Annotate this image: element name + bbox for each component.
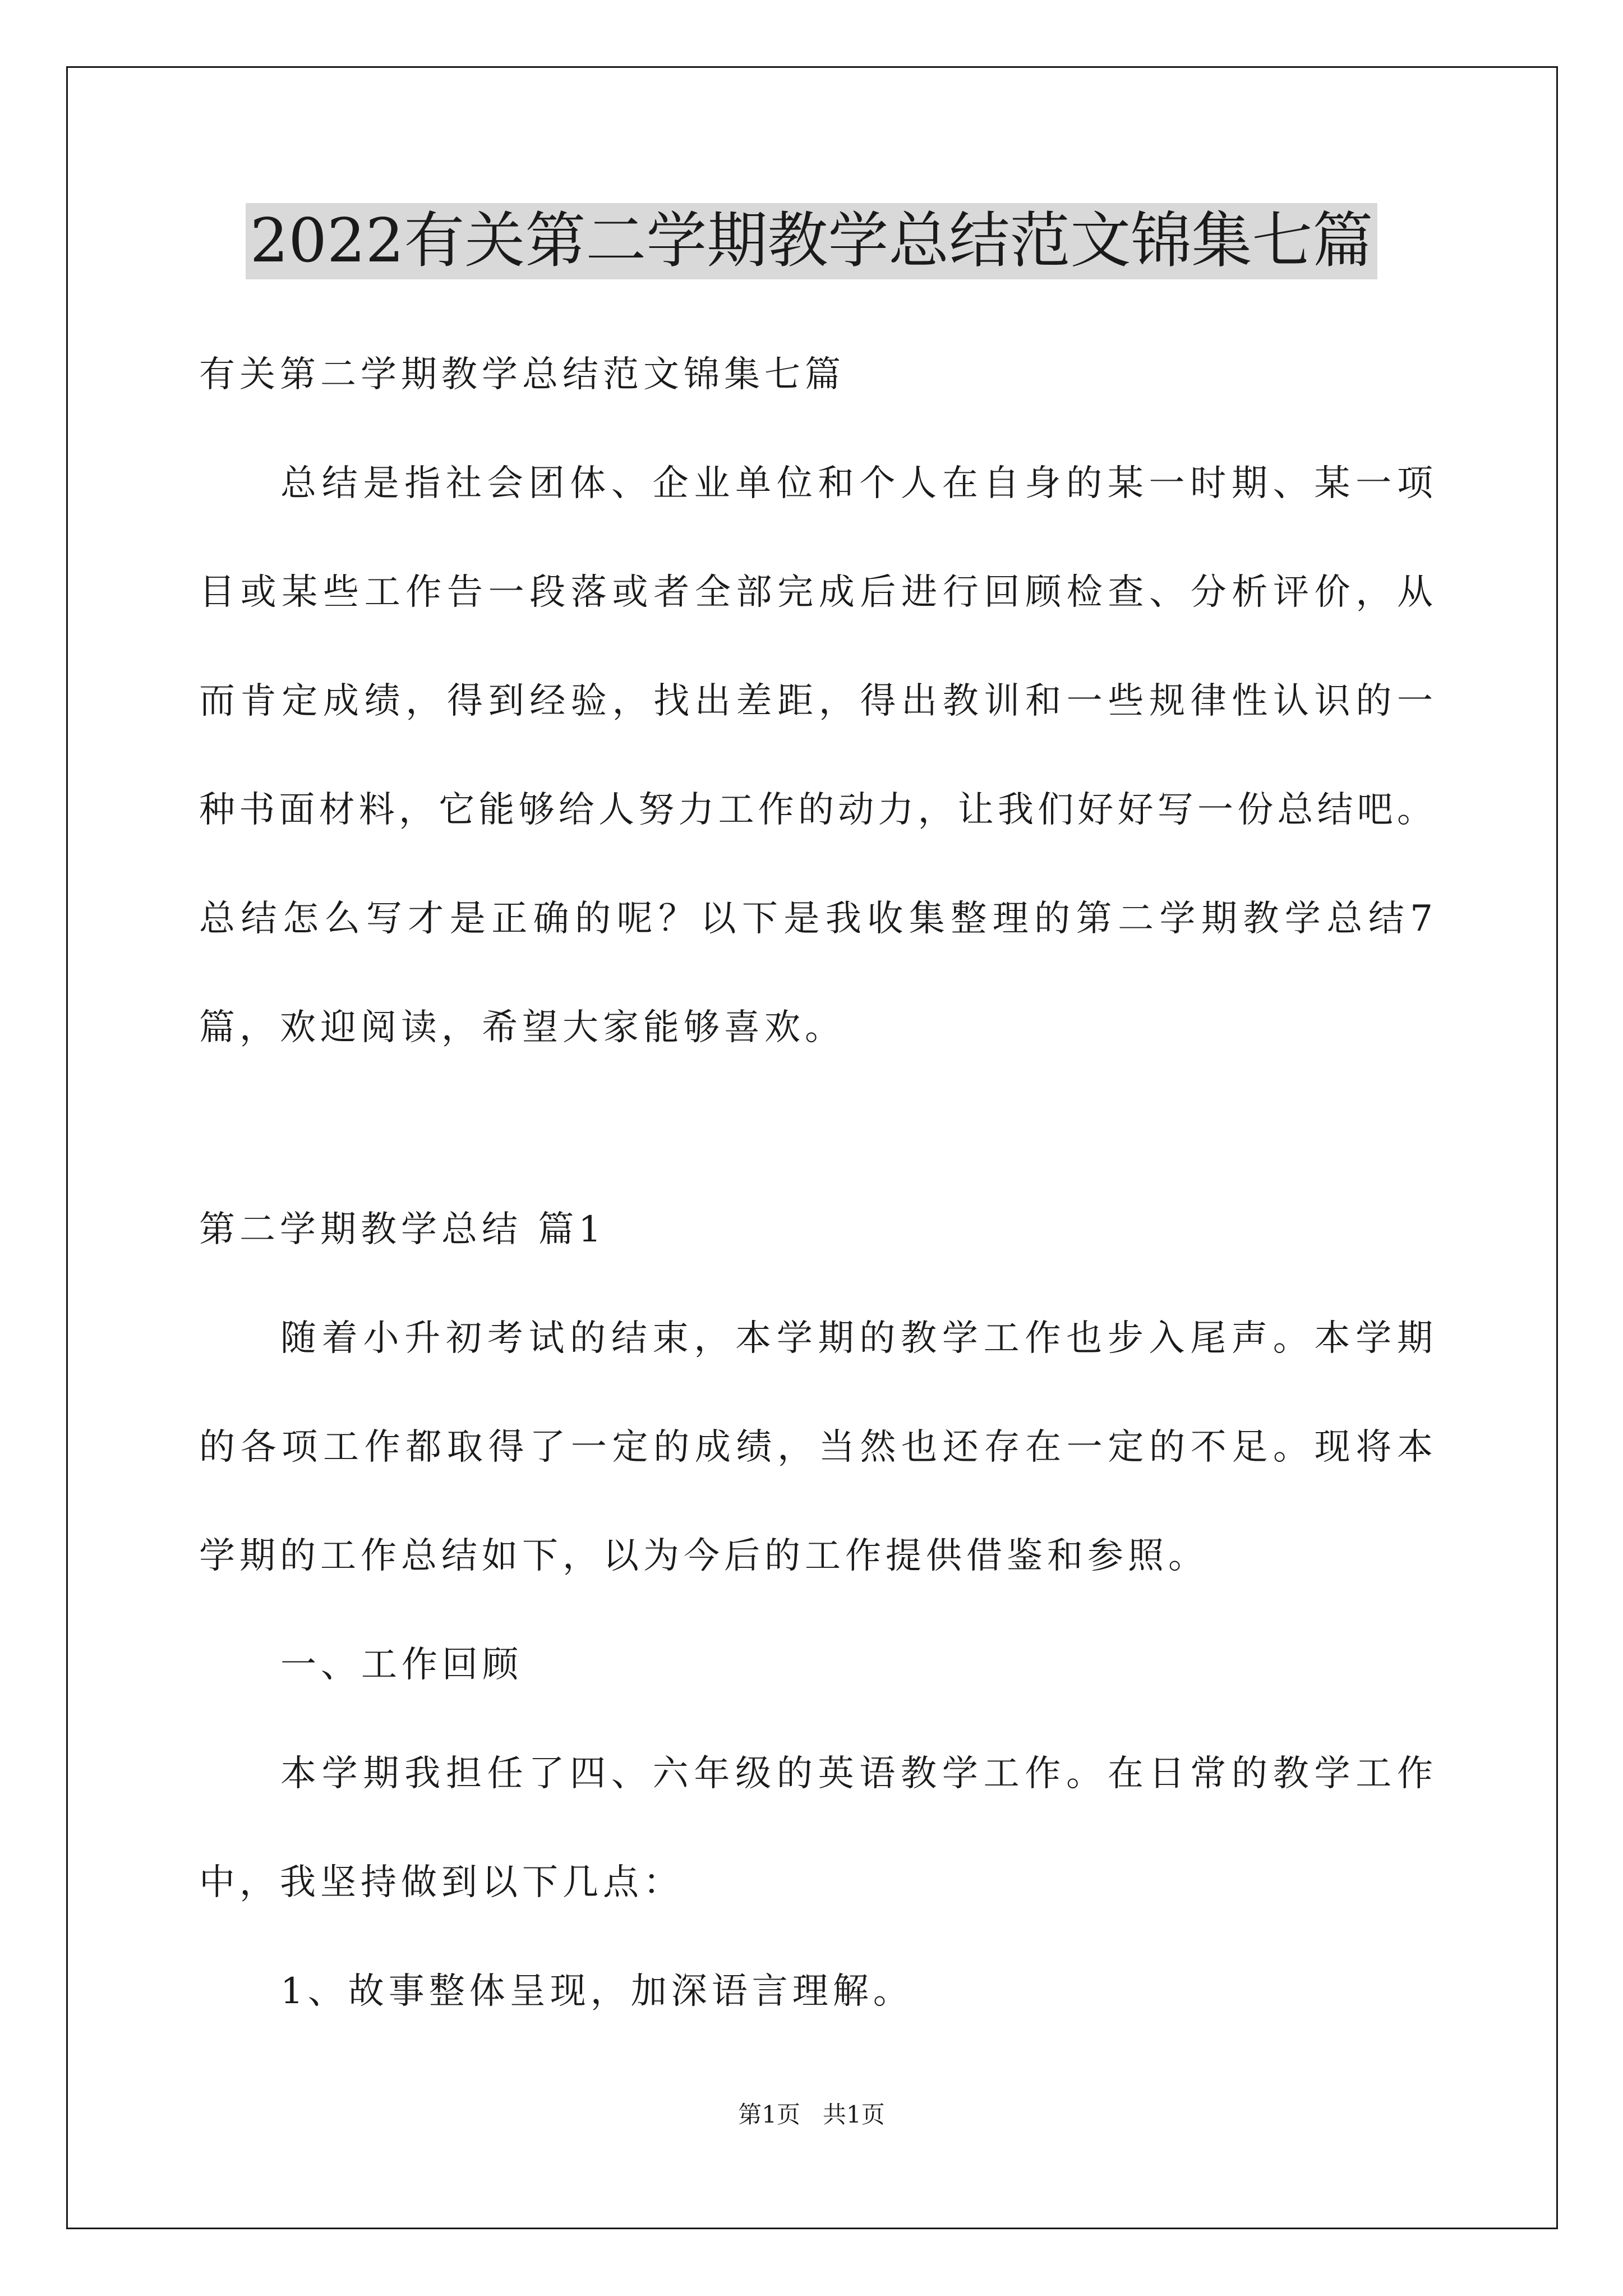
review-line-2: 中，我坚持做到以下几点： — [199, 1862, 684, 1903]
intro-line-4: 种书面材料，它能够给人努力工作的动力，让我们好好写一份总结吧。 — [199, 789, 1433, 831]
section-line-3: 学期的工作总结如下，以为今后的工作提供借鉴和参照。 — [199, 1535, 1209, 1577]
intro-line-2: 目或某些工作告一段落或者全部完成后进行回顾检查、分析评价，从 — [199, 572, 1433, 613]
section-heading: 第二学期教学总结 篇1 — [199, 1209, 606, 1250]
document-title: 2022有关第二学期教学总结范文锦集七篇 — [246, 203, 1378, 279]
intro-line-5: 总结怎么写才是正确的呢？以下是我收集整理的第二学期教学总结7 — [199, 898, 1433, 940]
title-container — [0, 203, 1623, 279]
page-number-footer: 第1页 共1页 — [738, 2101, 885, 2128]
review-line-1: 本学期我担任了四、六年级的英语教学工作。在日常的教学工作 — [280, 1753, 1433, 1795]
intro-line-3: 而肯定成绩，得到经验，找出差距，得出教训和一些规律性认识的一 — [199, 680, 1433, 722]
intro-line-6: 篇，欢迎阅读，希望大家能够喜欢。 — [199, 1007, 845, 1048]
intro-line-1: 总结是指社会团体、企业单位和个人在自身的某一时期、某一项 — [280, 463, 1433, 504]
section-line-2: 的各项工作都取得了一定的成绩，当然也还存在一定的不足。现将本 — [199, 1427, 1433, 1468]
sub-heading: 一、工作回顾 — [280, 1644, 523, 1686]
document-subtitle: 有关第二学期教学总结范文锦集七篇 — [199, 354, 845, 395]
section-line-1: 随着小升初考试的结束，本学期的教学工作也步入尾声。本学期 — [280, 1318, 1433, 1359]
point-1: 1、故事整体呈现，加深语言理解。 — [280, 1971, 914, 2012]
